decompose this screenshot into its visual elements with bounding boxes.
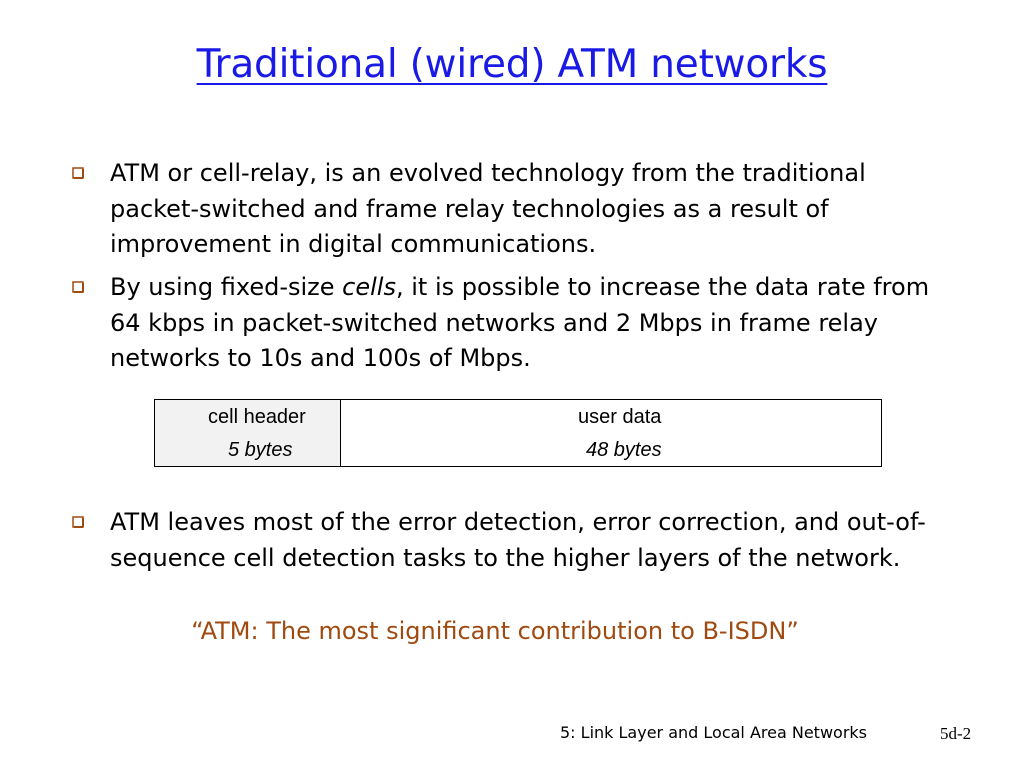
cell-header-label: cell header	[208, 406, 306, 428]
bullet-text-after: , it is possible to increase the data rate from 64 kbps in packet-switched networks and 2 Mbps in frame relay networks to 10s and 100s of Mbps.	[110, 273, 930, 372]
user-data-field	[341, 400, 881, 466]
bullet-text-emphasis: cells	[342, 273, 396, 301]
bullet-text: ATM or cell-relay, is an evolved technology from the traditional packet-switched and frame relay technologies as a result of improvement in digital communications.	[110, 159, 866, 258]
atm-cell-format-diagram	[154, 399, 882, 467]
slide-title: Traditional (wired) ATM networks	[196, 42, 828, 87]
hollow-square-bullet-icon	[72, 167, 84, 179]
hollow-square-bullet-icon	[72, 516, 84, 528]
quote-text: “ATM: The most significant contribution to B-ISDN”	[191, 617, 799, 645]
user-data-label: user data	[578, 406, 662, 428]
bullet-text	[110, 270, 932, 377]
cell-header-field	[155, 400, 341, 466]
bullet-item	[72, 270, 932, 377]
hollow-square-bullet-icon	[72, 281, 84, 293]
cell-header-size: 5 bytes	[228, 439, 293, 461]
user-data-size: 48 bytes	[586, 439, 662, 461]
bullet-text: ATM leaves most of the error detection, error correction, and out-of-sequence cell detection tasks to the higher layers of the network.	[110, 508, 926, 572]
bullet-item	[72, 156, 932, 263]
bullet-item	[72, 505, 932, 576]
bullet-text-before: By using fixed-size	[110, 273, 343, 301]
footer-chapter-title: 5: Link Layer and Local Area Networks	[560, 723, 867, 742]
page-number: 5d-2	[940, 724, 972, 743]
